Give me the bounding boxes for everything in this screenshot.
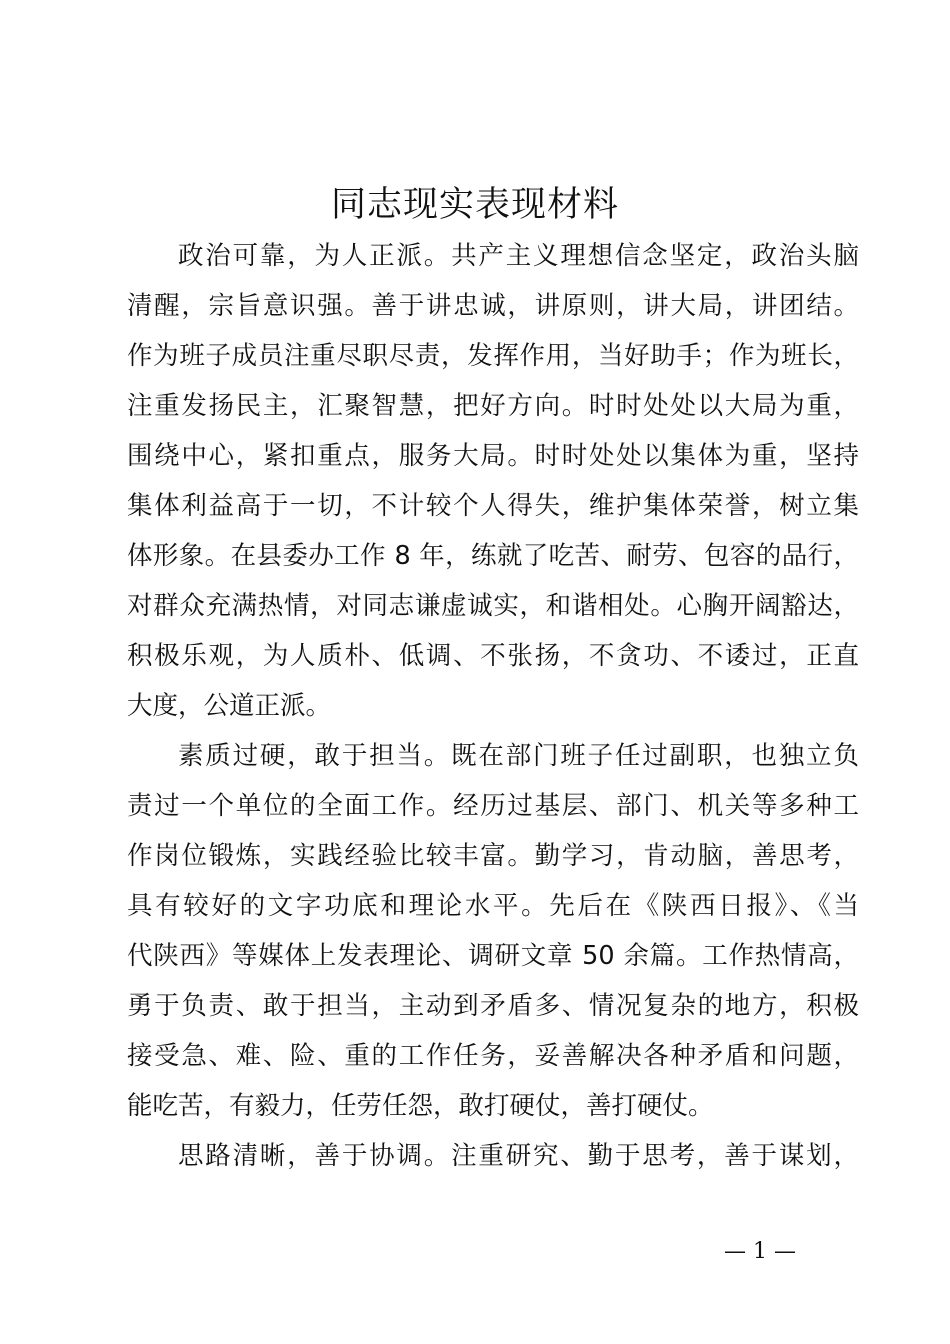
paragraph-2-line-4: 具有较好的文字功底和理论水平。先后在《陕西日报》、《当 xyxy=(127,891,859,921)
paragraph-2-line-8: 能吃苦，有毅力，任劳任怨，敢打硬仗，善打硬仗。 xyxy=(127,1091,714,1121)
paragraph-1-line-10: 大度，公道正派。 xyxy=(127,691,332,721)
paragraph-1-line-1: 政治可靠，为人正派。共产主义理想信念坚定，政治头脑 xyxy=(178,241,859,271)
paragraph-1-line-3: 作为班子成员注重尽职尽责，发挥作用，当好助手；作为班长， xyxy=(127,341,859,371)
paragraph-3-line-1: 思路清晰，善于协调。注重研究、勤于思考，善于谋划， xyxy=(178,1141,859,1171)
paragraph-1-line-9: 积极乐观，为人质朴、低调、不张扬，不贪功、不诿过，正直 xyxy=(127,641,859,671)
paragraph-2-line-2: 责过一个单位的全面工作。经历过基层、部门、机关等多种工 xyxy=(127,791,859,821)
paragraph-1-line-5: 围绕中心，紧扣重点，服务大局。时时处处以集体为重，坚持 xyxy=(127,441,859,471)
paragraph-1-line-7: 体形象。在县委办工作 8 年，练就了吃苦、耐劳、包容的品行， xyxy=(127,541,859,571)
paragraph-2-line-1: 素质过硬，敢于担当。既在部门班子任过副职，也独立负 xyxy=(178,741,859,771)
paragraph-2-line-6: 勇于负责、敢于担当，主动到矛盾多、情况复杂的地方，积极 xyxy=(127,991,859,1021)
page-number-text: — 1 — xyxy=(724,1239,796,1264)
paragraph-1-line-2: 清醒，宗旨意识强。善于讲忠诚，讲原则，讲大局，讲团结。 xyxy=(127,291,859,321)
document-body xyxy=(127,231,859,1181)
paragraph-1-line-4: 注重发扬民主，汇聚智慧，把好方向。时时处处以大局为重， xyxy=(127,391,859,421)
page-number xyxy=(0,1232,950,1272)
paragraph-2-line-7: 接受急、难、险、重的工作任务，妥善解决各种矛盾和问题， xyxy=(127,1041,859,1071)
paragraph-1-line-8: 对群众充满热情，对同志谦虚诚实，和谐相处。心胸开阔豁达， xyxy=(127,591,859,621)
paragraph-1-line-6: 集体利益高于一切，不计较个人得失，维护集体荣誉，树立集 xyxy=(127,491,859,521)
paragraph-2-line-5: 代陕西》等媒体上发表理论、调研文章 50 余篇。工作热情高， xyxy=(127,941,859,971)
document-title: 同志现实表现材料 xyxy=(330,185,619,225)
paragraph-2-line-3: 作岗位锻炼，实践经验比较丰富。勤学习，肯动脑，善思考， xyxy=(127,841,859,871)
